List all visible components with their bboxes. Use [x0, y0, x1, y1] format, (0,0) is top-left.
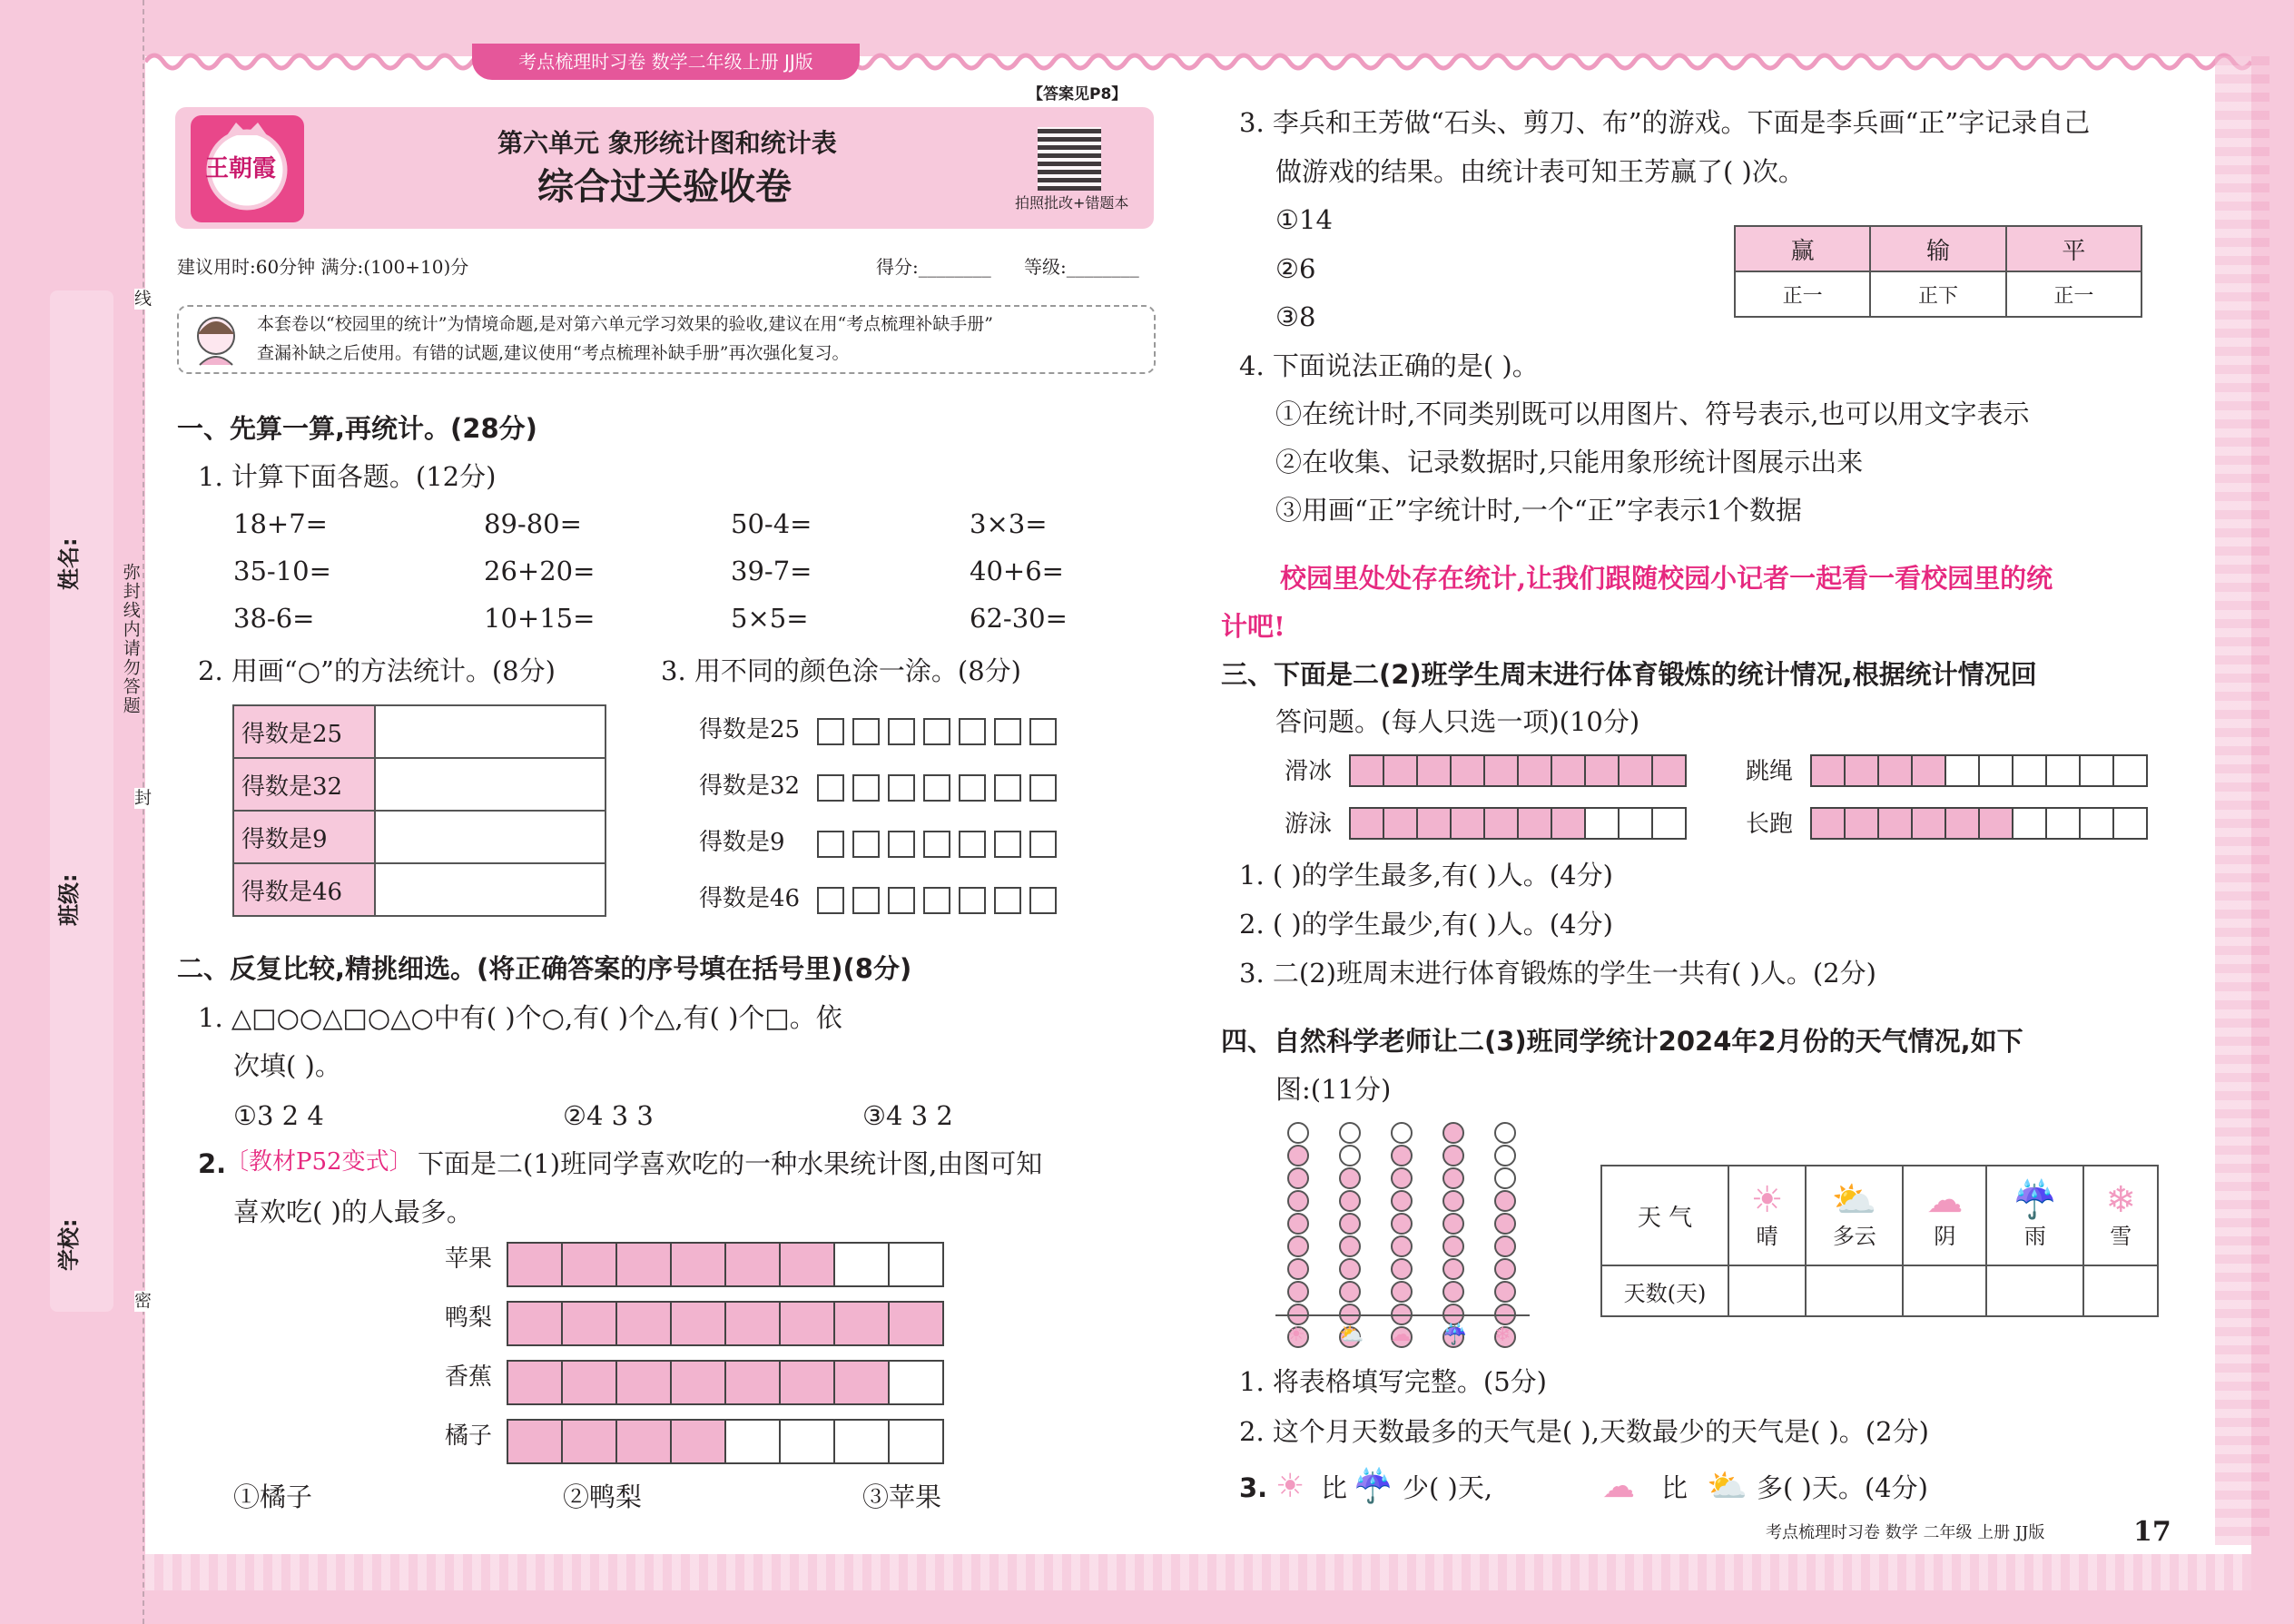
tally-value: 正下 [1917, 284, 1958, 308]
s4-q1: 1. 将表格填写完整。(5分) [1239, 1366, 1547, 1397]
chart-cell [670, 1360, 726, 1405]
partly-cloudy-icon: ⛅ [1339, 1324, 1364, 1346]
chart-cell [2045, 807, 2081, 840]
chart-cell [507, 1301, 563, 1346]
weather-circle [1287, 1235, 1309, 1257]
chart-category-label: 滑冰 [1285, 758, 1333, 785]
chart-cell [1810, 754, 1846, 787]
intro-line1: 校园里处处存在统计,让我们跟随校园小记者一起看一看校园里的统 [1280, 563, 2053, 594]
color-row-label: 得数是32 [699, 773, 801, 800]
footer-text: 考点梳理时习卷 数学 二年级 上册 JJ版 [1766, 1523, 2045, 1542]
r-q4-opt3[interactable]: ③用画“正”字统计时,一个“正”字表示1个数据 [1275, 495, 1802, 526]
s2-q1-opt3[interactable]: ③4 3 2 [862, 1100, 953, 1131]
weather-circle [1391, 1122, 1413, 1144]
rain-icon: ☔ [2012, 1178, 2058, 1221]
weather-circle [1494, 1190, 1516, 1212]
note-line1: 本套卷以“校园里的统计”为情境命题,是对第六单元学习效果的验收,建议在用“考点梳理补缺手册” [257, 314, 993, 334]
chart-cell [724, 1242, 781, 1287]
wavy-border-top [145, 44, 2251, 76]
name-label: 姓名: [56, 537, 82, 590]
chart-category-label: 游泳 [1285, 811, 1333, 838]
section2-title: 二、反复比较,精挑细选。(将正确答案的序号填在括号里)(8分) [177, 953, 912, 984]
sun-icon: ☀ [1750, 1178, 1784, 1221]
s2-q2-opt2[interactable]: ②鸭梨 [563, 1481, 643, 1512]
chart-cell [779, 1242, 835, 1287]
r-q3-opt3[interactable]: ③8 [1275, 301, 1316, 332]
chart-baseline [1275, 1314, 1530, 1316]
days-cell[interactable] [1728, 1265, 1806, 1316]
r-q3b: 做游戏的结果。由统计表可知王芳赢了( )次。 [1275, 156, 1805, 187]
chart-cell [1383, 754, 1418, 787]
calc-problem[interactable]: 5×5= [731, 603, 809, 634]
s1-q3: 3. 用不同的颜色涂一涂。(8分) [661, 655, 1021, 686]
section4-title-b: 图:(11分) [1275, 1074, 1392, 1105]
answer-cell[interactable] [375, 811, 605, 863]
s2-q1b: 次填( )。 [233, 1050, 341, 1081]
chart-cell [833, 1419, 890, 1464]
chart-cell [2112, 754, 2148, 787]
color-squares-row[interactable] [817, 831, 1057, 858]
sun-icon: ☀ [1287, 1324, 1305, 1346]
chart-cell [1978, 807, 2013, 840]
weather-circle [1391, 1258, 1413, 1280]
s3-q3: 3. 二(2)班周末进行体育锻炼的学生一共有( )人。(2分) [1239, 958, 1876, 989]
chart-cell [1349, 807, 1384, 840]
section1-title: 一、先算一算,再统计。(28分) [177, 413, 537, 444]
note-line2: 查漏补缺之后使用。有错的试题,建议使用“考点梳理补缺手册”再次强化复习。 [257, 343, 850, 363]
s4-q3-text: 少( )天, [1403, 1472, 1493, 1503]
chart-cell [1651, 807, 1687, 840]
chart-cell [1618, 754, 1653, 787]
s4-q3-text: 比 [1321, 1472, 1348, 1503]
chart-cell [888, 1419, 944, 1464]
chart-bar [1812, 807, 2148, 840]
chart-category-label: 苹果 [445, 1245, 493, 1273]
chart-bar [508, 1301, 944, 1346]
score-field[interactable]: 得分:________ [876, 256, 991, 278]
chart-cell [888, 1301, 944, 1346]
row-label: 得数是9 [241, 825, 328, 853]
answer-cell[interactable] [375, 705, 605, 758]
cloud-icon: ☁ [1926, 1178, 1964, 1221]
s4-q3-text: 多( )天。(4分) [1757, 1472, 1928, 1503]
r-q3-opt2[interactable]: ②6 [1275, 253, 1316, 284]
s4-q3-text: 比 [1661, 1472, 1689, 1503]
cut-line [143, 0, 144, 1624]
weather-label: 阴 [1934, 1223, 1956, 1249]
weather-circle [1391, 1145, 1413, 1166]
seal-mi: 密 [134, 1291, 153, 1311]
weather-circle [1442, 1281, 1464, 1303]
chart-cell [779, 1360, 835, 1405]
class-label: 班级: [56, 873, 82, 926]
chart-category-label: 橘子 [445, 1422, 493, 1450]
s4-q2: 2. 这个月天数最多的天气是( ),天数最少的天气是( )。(2分) [1239, 1416, 1929, 1447]
chart-cell [1810, 807, 1846, 840]
calc-problem[interactable]: 18+7= [233, 508, 328, 539]
logo [191, 115, 304, 222]
weather-circle [1442, 1167, 1464, 1189]
answer-cell[interactable] [375, 758, 605, 811]
tally-value: 正一 [2053, 284, 2094, 308]
weather-circle [1287, 1122, 1309, 1144]
snow-icon: ❄ [2105, 1178, 2136, 1221]
weather-circle [1442, 1190, 1464, 1212]
chart-cell [833, 1242, 890, 1287]
chart-cell [1584, 754, 1620, 787]
rain-icon: ☔ [1353, 1468, 1393, 1505]
weather-circle [1287, 1258, 1309, 1280]
textbook-tag: 〔教材P52变式〕 [225, 1148, 413, 1176]
chart-cell [1844, 807, 1879, 840]
weather-circle [1339, 1213, 1361, 1235]
partly-cloudy-icon: ⛅ [1831, 1178, 1877, 1221]
section3-title-a: 三、下面是二(2)班学生周末进行体育锻炼的统计情况,根据统计情况回 [1221, 659, 2037, 690]
row-label: 得数是46 [241, 878, 343, 906]
weather-circle [1442, 1258, 1464, 1280]
chart-cell [507, 1242, 563, 1287]
r-q4-opt1[interactable]: ①在统计时,不同类别既可以用图片、符号表示,也可以用文字表示 [1275, 399, 2030, 429]
seal-feng: 封 [134, 788, 153, 808]
seal-xian: 线 [134, 289, 153, 309]
qr-code[interactable] [1038, 127, 1101, 191]
chart-cell [615, 1360, 672, 1405]
weather-circle [1494, 1122, 1516, 1144]
partly-cloudy-icon: ⛅ [1707, 1468, 1748, 1505]
chart-bar [508, 1360, 944, 1405]
wavy-border-right [2215, 56, 2269, 1545]
chart-cell [507, 1419, 563, 1464]
weather-circle [1494, 1145, 1516, 1166]
s2-q2-opt1[interactable]: ①橘子 [233, 1481, 313, 1512]
days-cell[interactable] [2083, 1265, 2158, 1316]
weather-circle [1391, 1235, 1413, 1257]
section3-title-b: 答问题。(每人只选一项)(10分) [1275, 706, 1640, 737]
weather-circle [1339, 1258, 1361, 1280]
answer-ref: 【答案见P8】 [1028, 85, 1127, 103]
s2-q1-opt1[interactable]: ①3 2 4 [233, 1100, 324, 1131]
seal-note: 弥封线内请勿答题 [120, 563, 141, 715]
chart-cell [1651, 754, 1687, 787]
chart-cell [724, 1360, 781, 1405]
s2-q2-number: 2. [198, 1148, 227, 1179]
snow-icon: ❄ [1494, 1324, 1511, 1346]
weather-circle [1391, 1281, 1413, 1303]
chart-bar [1351, 807, 1687, 840]
chart-cell [1450, 754, 1485, 787]
unit-title: 第六单元 象形统计图和统计表 [497, 128, 837, 158]
chart-cell [1877, 754, 1913, 787]
chart-cell [2012, 754, 2047, 787]
intro-line2: 计吧! [1221, 611, 1285, 642]
weather-circle [1287, 1190, 1309, 1212]
weather-circle [1494, 1213, 1516, 1235]
color-row-label: 得数是9 [699, 829, 785, 856]
chart-cell [1416, 807, 1452, 840]
chart-cell [615, 1301, 672, 1346]
chart-cell [2079, 807, 2114, 840]
days-cell[interactable] [1986, 1265, 2083, 1316]
color-squares-row[interactable] [817, 718, 1057, 745]
series-banner: 考点梳理时习卷 数学二年级上册 JJ版 [472, 44, 860, 80]
s1-q2: 2. 用画“○”的方法统计。(8分) [198, 655, 556, 686]
page-number: 17 [2133, 1516, 2171, 1548]
s2-q2b: 喜欢吃( )的人最多。 [233, 1196, 473, 1227]
calc-problem[interactable]: 3×3= [970, 508, 1048, 539]
weather-circle [1391, 1213, 1413, 1235]
chart-cell [888, 1242, 944, 1287]
chart-cell [1517, 807, 1552, 840]
tally-head: 赢 [1790, 237, 1815, 265]
bottom-band [145, 1554, 2251, 1590]
tally-table [1734, 225, 2142, 318]
chart-cell [670, 1419, 726, 1464]
chart-cell [833, 1360, 890, 1405]
chart-cell [833, 1301, 890, 1346]
weather-circle [1339, 1145, 1361, 1166]
weather-circle [1391, 1167, 1413, 1189]
grade-field[interactable]: 等级:________ [1024, 256, 1139, 278]
chart-cell [561, 1242, 617, 1287]
chart-cell [1618, 807, 1653, 840]
s2-q1a: 1. △□○○△□○△○中有( )个○,有( )个△,有( )个□。依 [198, 1002, 842, 1033]
cloud-icon: ☁ [1602, 1468, 1635, 1505]
chart-cell [779, 1419, 835, 1464]
days-cell[interactable] [1806, 1265, 1903, 1316]
tally-value: 正一 [1782, 284, 1823, 308]
chart-category-label: 跳绳 [1746, 758, 1794, 785]
days-cell[interactable] [1903, 1265, 1986, 1316]
weather-circle [1442, 1235, 1464, 1257]
calc-problem[interactable]: 40+6= [970, 556, 1064, 586]
chart-bar [1812, 754, 2148, 787]
chart-cell [1383, 807, 1418, 840]
chart-cell [1551, 754, 1586, 787]
weather-circle [1442, 1145, 1464, 1166]
calc-problem[interactable]: 26+20= [484, 556, 596, 586]
calc-problem[interactable]: 38-6= [233, 603, 315, 634]
weather-table [1600, 1165, 2159, 1317]
weather-circle [1494, 1167, 1516, 1189]
chart-cell [1349, 754, 1384, 787]
chart-category-label: 长跑 [1746, 811, 1794, 838]
weather-circle [1494, 1235, 1516, 1257]
s2-q2a: 下面是二(1)班同学喜欢吃的一种水果统计图,由图可知 [418, 1148, 1043, 1179]
calc-problem[interactable]: 62-30= [970, 603, 1068, 634]
chart-cell [670, 1242, 726, 1287]
paper-title: 综合过关验收卷 [537, 166, 792, 208]
cloud-icon: ☁ [1391, 1324, 1411, 1346]
weather-circle [1442, 1122, 1464, 1144]
weather-circle [1339, 1235, 1361, 1257]
weather-circle [1287, 1167, 1309, 1189]
section4-title-a: 四、自然科学老师让二(3)班同学统计2024年2月份的天气情况,如下 [1221, 1026, 2023, 1057]
calc-problem[interactable]: 39-7= [731, 556, 812, 586]
qr-caption: 拍照批改+错题本 [1015, 194, 1129, 212]
r-q3a: 3. 李兵和王芳做“石头、剪刀、布”的游戏。下面是李兵画“正”字记录自己 [1239, 107, 2091, 138]
tally-head: 输 [1925, 237, 1950, 265]
chart-cell [779, 1301, 835, 1346]
rain-icon: ☔ [1442, 1324, 1468, 1346]
calc-problem[interactable]: 89-80= [484, 508, 582, 539]
chart-bar [508, 1242, 944, 1287]
logo-text: 王朝霞 [205, 155, 277, 182]
color-squares-row[interactable] [817, 887, 1057, 914]
weather-label: 多云 [1832, 1223, 1876, 1249]
school-label: 学校: [56, 1218, 82, 1271]
chart-cell [1944, 754, 1980, 787]
s3-q1: 1. ( )的学生最多,有( )人。(4分) [1239, 860, 1613, 891]
weather-label: 晴 [1756, 1223, 1778, 1249]
r-q4: 4. 下面说法正确的是( )。 [1239, 350, 1539, 381]
chart-cell [670, 1301, 726, 1346]
chart-cell [507, 1360, 563, 1405]
calc-problem[interactable]: 10+15= [484, 603, 596, 634]
weather-circle [1339, 1190, 1361, 1212]
chart-cell [615, 1419, 672, 1464]
chart-cell [1978, 754, 2013, 787]
weather-circle [1287, 1213, 1309, 1235]
weather-circle [1494, 1258, 1516, 1280]
color-row-label: 得数是46 [699, 885, 801, 912]
chart-cell [1877, 807, 1913, 840]
chart-category-label: 香蕉 [445, 1363, 493, 1391]
chart-cell [1844, 754, 1879, 787]
chart-cell [888, 1360, 944, 1405]
tally-head: 平 [2062, 237, 2086, 265]
sun-icon: ☀ [1275, 1468, 1305, 1505]
weather-circle [1287, 1145, 1309, 1166]
chart-cell [561, 1301, 617, 1346]
chart-cell [1517, 754, 1552, 787]
weather-label: 雨 [2023, 1223, 2046, 1249]
chart-cell [2012, 807, 2047, 840]
chart-category-label: 鸭梨 [445, 1304, 493, 1332]
chart-cell [2079, 754, 2114, 787]
calc-problem[interactable]: 50-4= [731, 508, 812, 539]
chart-cell [1416, 754, 1452, 787]
chart-cell [1944, 807, 1980, 840]
r-q3-opt1[interactable]: ①14 [1275, 204, 1333, 235]
chart-cell [615, 1242, 672, 1287]
calc-problem[interactable]: 35-10= [233, 556, 331, 586]
girl-avatar-icon [186, 309, 246, 370]
chart-cell [2045, 754, 2081, 787]
color-row-label: 得数是25 [699, 716, 801, 743]
s2-q1-opt2[interactable]: ②4 3 3 [563, 1100, 654, 1131]
s3-q2: 2. ( )的学生最少,有( )人。(4分) [1239, 909, 1613, 940]
weather-circle [1442, 1213, 1464, 1235]
answer-cell[interactable] [375, 863, 605, 916]
chart-cell [1584, 807, 1620, 840]
s2-q2-opt3[interactable]: ③苹果 [862, 1481, 942, 1512]
chart-cell [1483, 807, 1519, 840]
binding-strip [50, 290, 113, 1312]
chart-cell [1450, 807, 1485, 840]
chart-cell [1911, 807, 1946, 840]
weather-circle [1287, 1281, 1309, 1303]
weather-circle [1339, 1167, 1361, 1189]
color-squares-row[interactable] [817, 774, 1057, 802]
weather-circle [1494, 1281, 1516, 1303]
chart-cell [2112, 807, 2148, 840]
chart-bar [1351, 754, 1687, 787]
chart-cell [1483, 754, 1519, 787]
s4-q3-number: 3. [1239, 1472, 1268, 1503]
circle-tally-table [232, 704, 606, 917]
chart-bar [508, 1419, 944, 1464]
chart-cell [561, 1360, 617, 1405]
weather-label: 雪 [2110, 1223, 2132, 1249]
row-label: 得数是32 [241, 773, 343, 801]
weather-head: 天 气 [1637, 1204, 1693, 1232]
weather-circle [1339, 1281, 1361, 1303]
chart-cell [1911, 754, 1946, 787]
r-q4-opt2[interactable]: ②在收集、记录数据时,只能用象形统计图展示出来 [1275, 447, 1864, 477]
weather-row-head: 天数(天) [1623, 1280, 1707, 1306]
weather-circle [1339, 1122, 1361, 1144]
row-label: 得数是25 [241, 720, 343, 748]
chart-cell [724, 1301, 781, 1346]
chart-cell [1551, 807, 1586, 840]
weather-circle [1391, 1190, 1413, 1212]
time-info: 建议用时:60分钟 满分:(100+10)分 [177, 256, 469, 278]
chart-cell [724, 1419, 781, 1464]
chart-cell [561, 1419, 617, 1464]
s1-q1: 1. 计算下面各题。(12分) [198, 461, 497, 492]
